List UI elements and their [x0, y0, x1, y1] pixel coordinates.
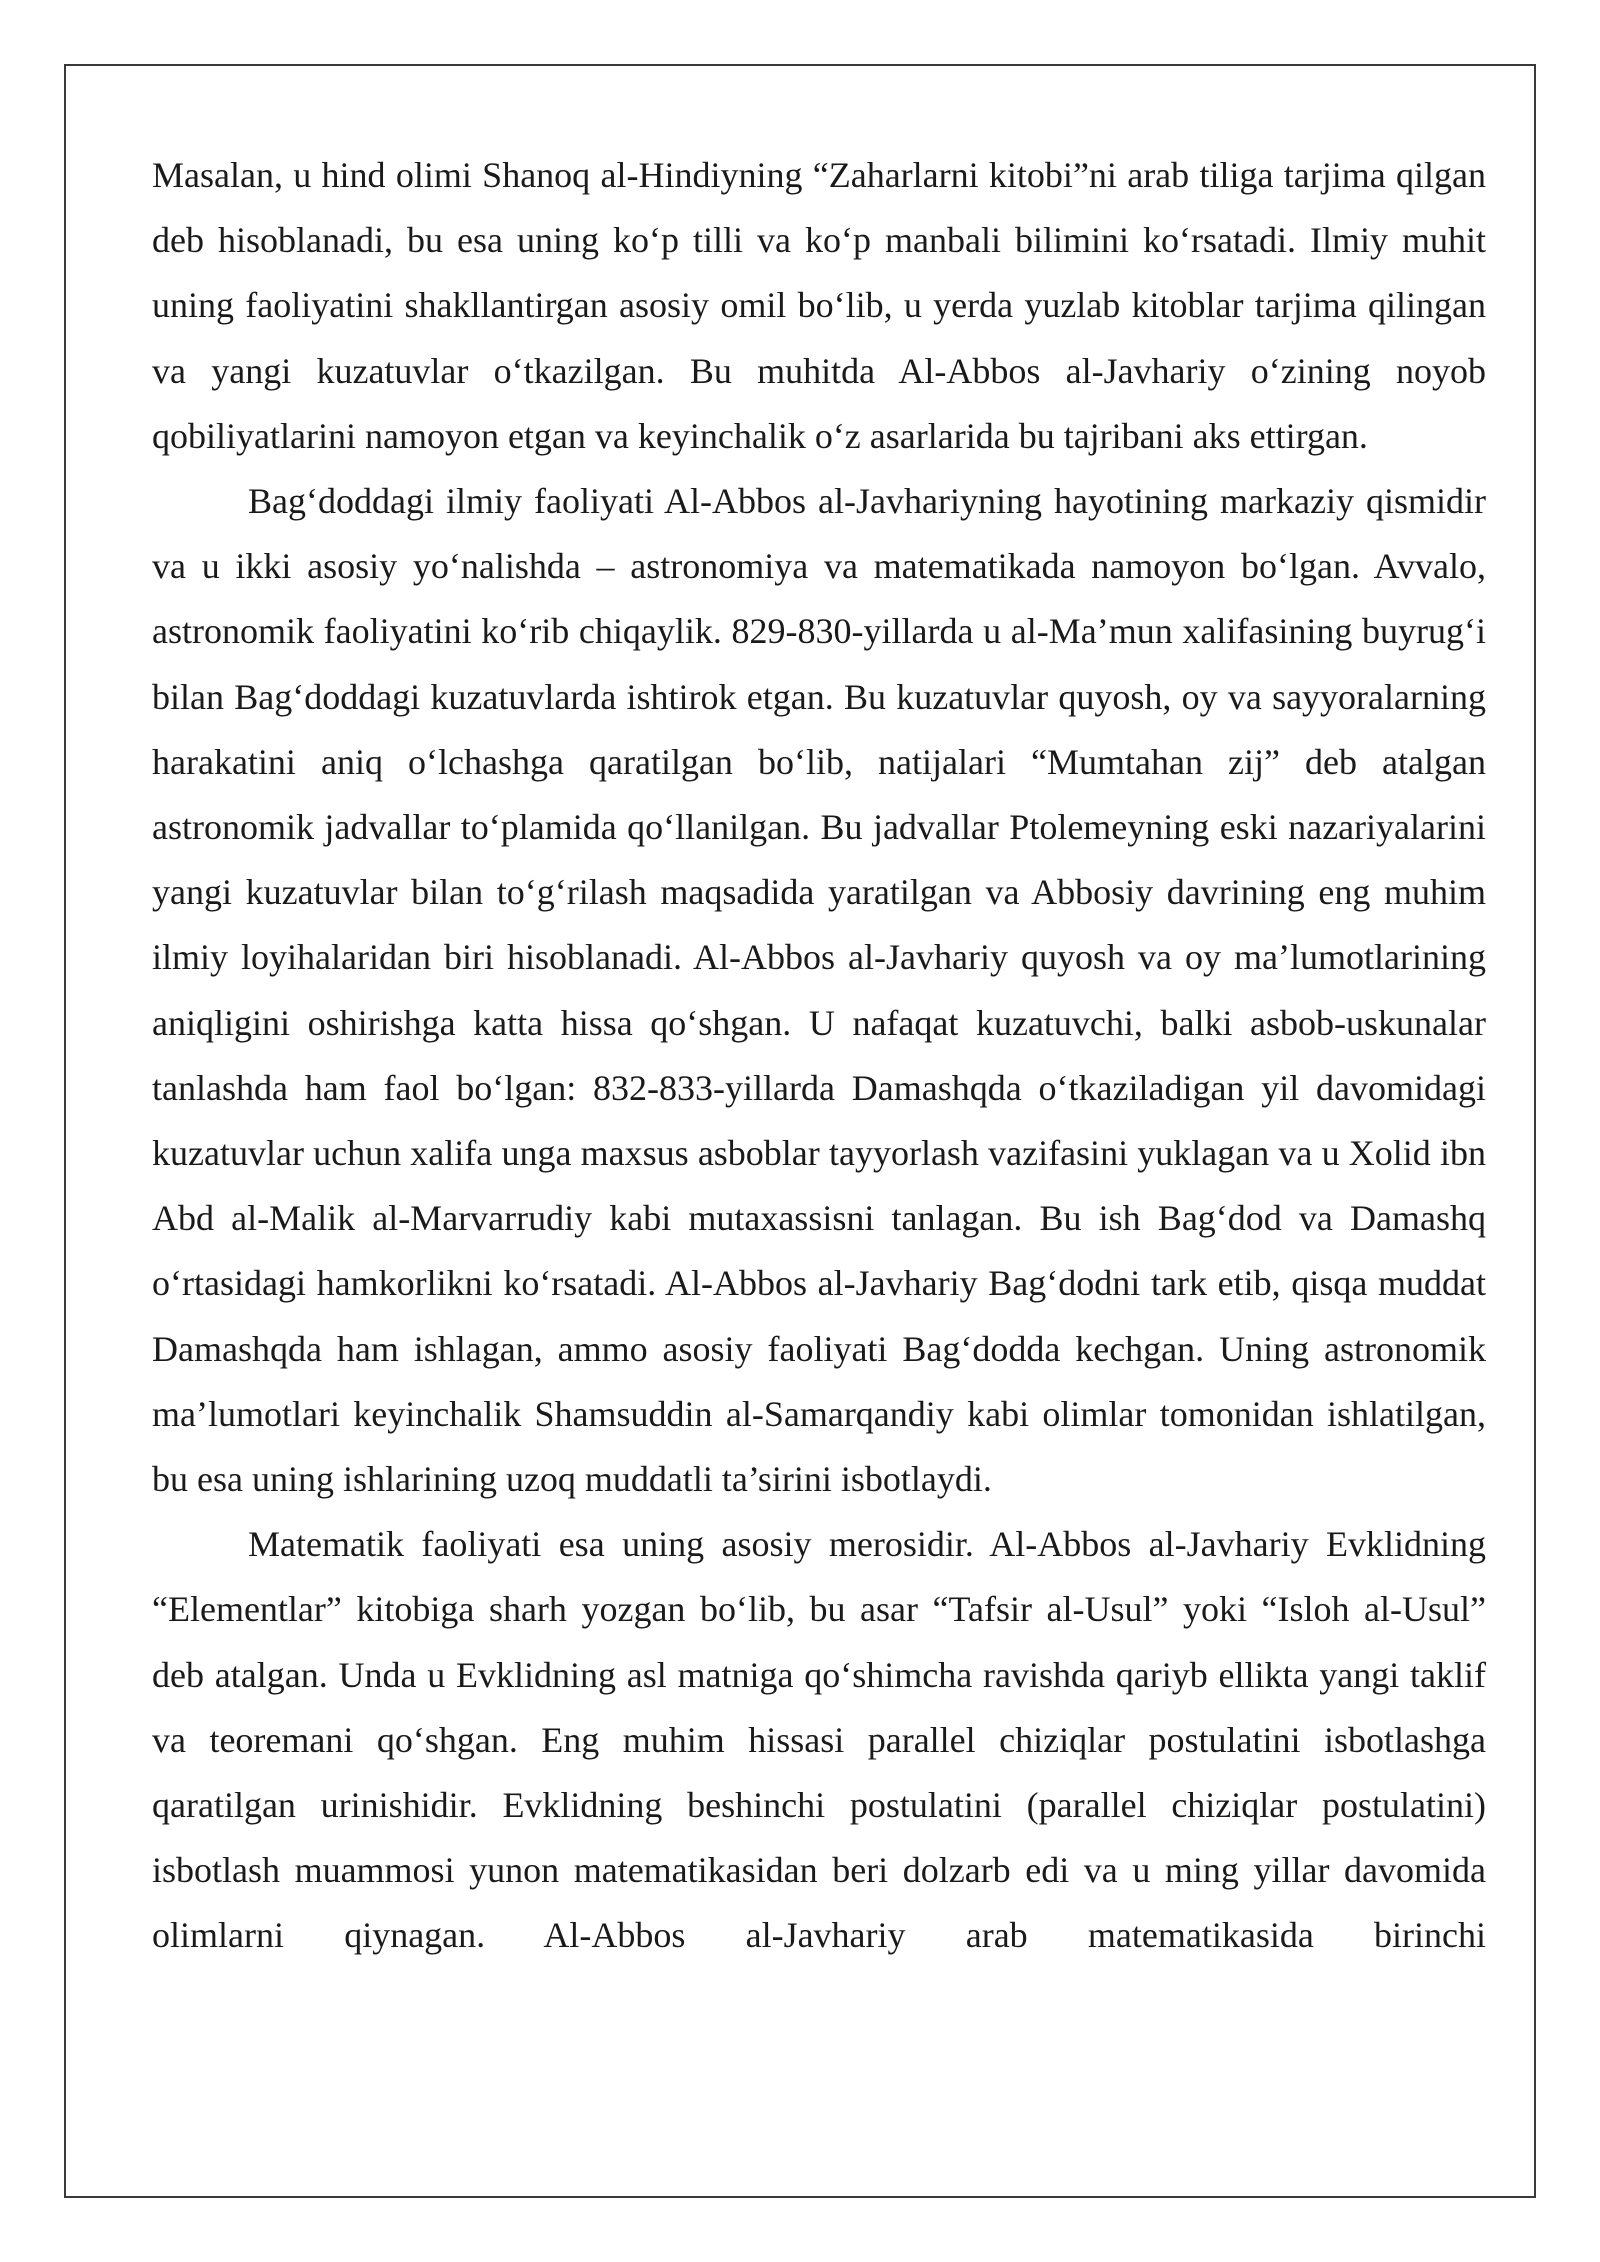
- document-body: [152, 143, 1486, 1969]
- paragraph-3: Matematik faoliyati esa uning asosiy merosidir. Al-Abbos al-Javhariy Evklidning “Elementlar” kitobiga sharh yozgan bo‘lib, bu asar “Tafsir al-Usul” yoki “Isloh al-Usul” deb atalgan. Unda u Evklidning asl matniga qo‘shimcha ravishda qariyb ellikta yangi taklif va teoremani qo‘shgan. Eng muhim hissasi parallel chiziqlar postulatini isbotlashga qaratilgan urinishidir. Evklidning beshinchi postulatini (parallel chiziqlar postulatini) isbotlash muammosi yunon matematikasidan beri dolzarb edi va u ming yillar davomida olimlarni qiynagan. Al-Abbos al-Javhariy arab matematikasida birinchi: [152, 1524, 1486, 1956]
- paragraph-2: Bag‘doddagi ilmiy faoliyati Al-Abbos al-Javhariyning hayotining markaziy qismidir va u ikki asosiy yo‘nalishda – astronomiya va matematikada namoyon bo‘lgan. Avvalo, astronomik faoliyatini ko‘rib chiqaylik. 829-830-yillarda u al-Ma’mun xalifasining buyrug‘i bilan Bag‘doddagi kuzatuvlarda ishtirok etgan. Bu kuzatuvlar quyosh, oy va sayyoralarning harakatini aniq o‘lchashga qaratilgan bo‘lib, natijalari “Mumtahan zij” deb atalgan astronomik jadvallar to‘plamida qo‘llanilgan. Bu jadvallar Ptolemeyning eski nazariyalarini yangi kuzatuvlar bilan to‘g‘rilash maqsadida yaratilgan va Abbosiy davrining eng muhim ilmiy loyihalaridan biri hisoblanadi. Al-Abbos al-Javhariy quyosh va oy ma’lumotlarining aniqligini oshirishga katta hissa qo‘shgan. U nafaqat kuzatuvchi, balki asbob-uskunalar tanlashda ham faol bo‘lgan: 832-833-yillarda Damashqda o‘tkaziladigan yil davomidagi kuzatuvlar uchun xalifa unga maxsus asboblar tayyorlash vazifasini yuklagan va u Xolid ibn Abd al-Malik al-Marvarrudiy kabi mutaxassisni tanlagan. Bu ish Bag‘dod va Damashq o‘rtasidagi hamkorlikni ko‘rsatadi. Al-Abbos al-Javhariy Bag‘dodni tark etib, qisqa muddat Damashqda ham ishlagan, ammo asosiy faoliyati Bag‘dodda kechgan. Uning astronomik ma’lumotlari keyinchalik Shamsuddin al-Samarqandiy kabi olimlar tomonidan ishlatilgan, bu esa uning ishlarining uzoq muddatli ta’sirini isbotlaydi.: [152, 481, 1486, 1500]
- paragraph-1: Masalan, u hind olimi Shanoq al-Hindiyning “Zaharlarni kitobi”ni arab tiliga tarjima qilgan deb hisoblanadi, bu esa uning ko‘p tilli va ko‘p manbali bilimini ko‘rsatadi. Ilmiy muhit uning faoliyatini shakllantirgan asosiy omil bo‘lib, u yerda yuzlab kitoblar tarjima qilingan va yangi kuzatuvlar o‘tkazilgan. Bu muhitda Al-Abbos al-Javhariy o‘zining noyob qobiliyatlarini namoyon etgan va keyinchalik o‘z asarlarida bu tajribani aks ettirgan.: [152, 155, 1486, 456]
